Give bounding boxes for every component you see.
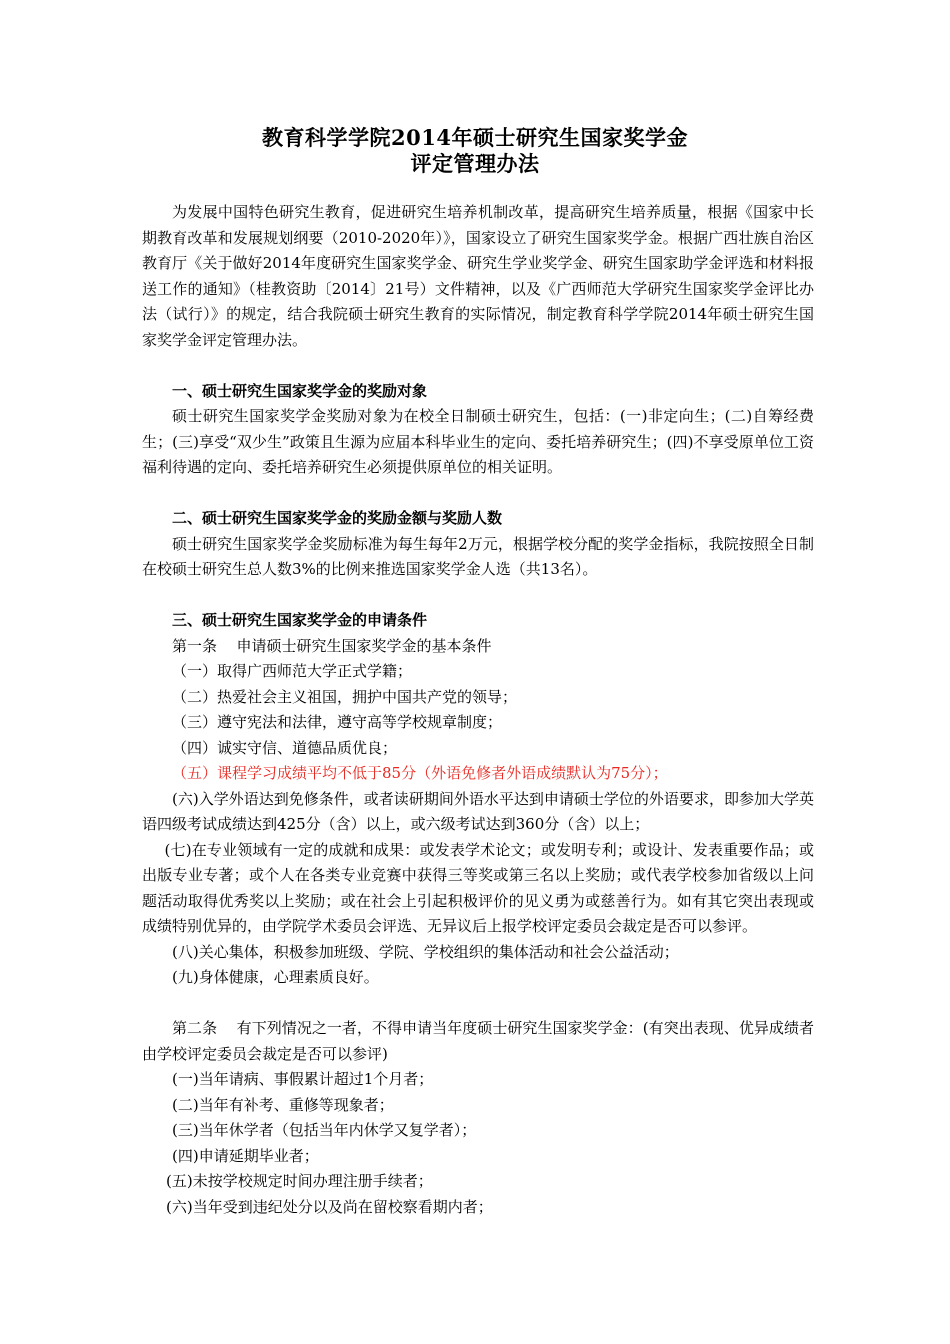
document-title-line-2: 评定管理办法 <box>410 151 540 176</box>
article-1-item: （一）取得广西师范大学正式学籍； <box>172 662 413 680</box>
article-1-heading <box>142 634 814 660</box>
document-body <box>142 200 814 1220</box>
article-2-item: (四)申请延期毕业者； <box>172 1146 319 1165</box>
article-1-item: (七)在专业领域有一定的成就和成果：或发表学术论文；或发明专利；或设计、发表重要作品；或出版专业专著；或个人在各类专业竞赛中获得三等奖或第三名以上奖励；或代表学校参加省级以上问题活动取得优秀奖以上奖励；或在社会上引起积极评价的见义勇为或慈善行为。如有其它突出表现或成绩特别优异的，由学院学术委员会评选、无异议后上报学校评定委员会裁定是否可以参评。 <box>142 840 814 935</box>
article-2-title: 有下列情况之一者，不得申请当年度硕士研究生国家奖学金：(有突出表现、优异成绩者由学校评定委员会裁定是否可以参评) <box>142 1019 814 1063</box>
spacer <box>142 991 814 1017</box>
article-1-item: （二）热爱社会主义祖国，拥护中国共产党的领导； <box>172 687 518 706</box>
section-2-heading: 二、硕士研究生国家奖学金的奖励金额与奖励人数 <box>172 509 503 527</box>
section-2-paragraph: 硕士研究生国家奖学金奖励标准为每生每年2万元，根据学校分配的奖学金指标，我院按照全日制在校硕士研究生总人数3%的比例来推选国家奖学金人选（共13名）。 <box>142 534 814 578</box>
article-1-label: 第一条 <box>172 636 218 655</box>
article-2-item: (三)当年休学者（包括当年内休学又复学者）； <box>172 1121 477 1139</box>
document-title-line-1: 教育科学学院2014年硕士研究生国家奖学金 <box>262 125 688 150</box>
intro-paragraph: 为发展中国特色研究生教育，促进研究生培养机制改革，提高研究生培养质量，根据《国家中长期教育改革和发展规划纲要（2010-2020年）》，国家设立了研究生国家奖学金。根据广西壮族自治区教育厅《关于做好2014年度研究生国家奖学金、研究生学业奖学金、研究生国家助学金评选和材料报送工作的通知》（桂教资助〔2014〕21号）文件精神，以及《广西师范大学研究生国家奖学金评比办法（试行）》的规定，结合我院硕士研究生教育的实际情况，制定教育科学学院2014年硕士研究生国家奖学金评定管理办法。 <box>142 203 814 349</box>
article-2-item: (二)当年有补考、重修等现象者； <box>172 1095 394 1114</box>
article-1-item-highlighted: （五）课程学习成绩平均不低于85分（外语免修者外语成绩默认为75分）； <box>172 764 668 782</box>
article-2-item: (六)当年受到违纪处分以及尚在留校察看期内者； <box>166 1197 493 1216</box>
article-1-item: (八)关心集体，积极参加班级、学院、学校组织的集体活动和社会公益活动； <box>172 942 679 961</box>
article-1-item: （三）遵守宪法和法律，遵守高等学校规章制度； <box>172 713 503 731</box>
spacer <box>142 353 814 379</box>
section-1-paragraph: 硕士研究生国家奖学金奖励对象为在校全日制硕士研究生，包括：(一)非定向生；(二)自筹经费生；(三)享受“双少生”政策且生源为应届本科毕业生的定向、委托培养研究生；(四)不享受原单位工资福利待遇的定向、委托培养研究生必须提供原单位的相关证明。 <box>142 407 814 476</box>
article-2-item: (一)当年请病、事假累计超过1个月者； <box>172 1070 434 1088</box>
article-2-item: (五)未按学校规定时间办理注册手续者； <box>166 1172 433 1190</box>
article-1-item: (九)身体健康，心理素质良好。 <box>172 968 379 986</box>
spacer <box>142 481 814 507</box>
article-1-item: (六)入学外语达到免修条件，或者读研期间外语水平达到申请硕士学位的外语要求，即参加大学英语四级考试成绩达到425分（含）以上，或六级考试达到360分（含）以上； <box>142 789 814 833</box>
article-1-title: 申请硕士研究生国家奖学金的基本条件 <box>236 636 492 655</box>
article-1-item: （四）诚实守信、道德品质优良； <box>172 738 398 757</box>
spacer <box>142 583 814 609</box>
section-1-heading: 一、硕士研究生国家奖学金的奖励对象 <box>172 381 428 400</box>
article-2-label: 第二条 <box>172 1019 218 1037</box>
article-2-heading <box>142 1016 814 1067</box>
section-3-heading: 三、硕士研究生国家奖学金的申请条件 <box>172 611 428 629</box>
